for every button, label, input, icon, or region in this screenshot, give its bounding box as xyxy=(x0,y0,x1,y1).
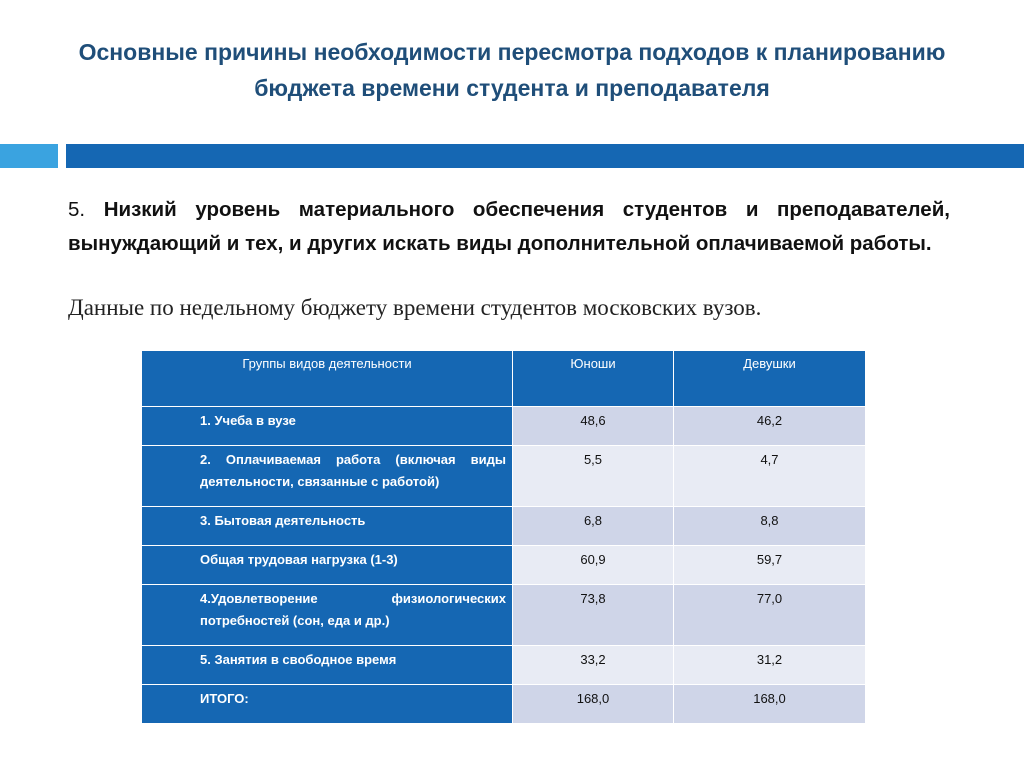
table-header-row xyxy=(142,351,866,407)
row-label: 5. Занятия в свободное время xyxy=(142,646,513,685)
table-row xyxy=(142,546,866,585)
table-row xyxy=(142,585,866,646)
value-boys: 48,6 xyxy=(513,407,674,446)
accent-bar-left xyxy=(0,144,58,168)
point-5 xyxy=(68,193,950,261)
value-boys: 60,9 xyxy=(513,546,674,585)
table-row xyxy=(142,685,866,724)
point-text: Низкий уровень материального обеспечения студентов и преподавателей, вынуждающий и тех, и других искать виды дополнительной оплачиваемой работы. xyxy=(68,198,950,255)
row-label: 1. Учеба в вузе xyxy=(142,407,513,446)
value-girls: 59,7 xyxy=(674,546,866,585)
row-label: 2. Оплачиваемая работа (включая виды деятельности, связанные с работой) xyxy=(142,446,513,507)
value-girls: 77,0 xyxy=(674,585,866,646)
row-label: ИТОГО: xyxy=(142,685,513,724)
table-row xyxy=(142,507,866,546)
value-boys: 5,5 xyxy=(513,446,674,507)
table-caption: Данные по недельному бюджету времени студентов московских вузов. xyxy=(68,295,762,320)
row-label: 3. Бытовая деятельность xyxy=(142,507,513,546)
value-girls: 168,0 xyxy=(674,685,866,724)
header-girls: Девушки xyxy=(674,351,866,407)
accent-bar-main xyxy=(66,144,1024,168)
value-girls: 8,8 xyxy=(674,507,866,546)
value-boys: 33,2 xyxy=(513,646,674,685)
value-boys: 6,8 xyxy=(513,507,674,546)
value-girls: 31,2 xyxy=(674,646,866,685)
table-row xyxy=(142,646,866,685)
value-girls: 4,7 xyxy=(674,446,866,507)
row-label: Общая трудовая нагрузка (1-3) xyxy=(142,546,513,585)
value-boys: 73,8 xyxy=(513,585,674,646)
table-row xyxy=(142,407,866,446)
point-number: 5. xyxy=(68,198,86,221)
value-boys: 168,0 xyxy=(513,685,674,724)
slide-title: Основные причины необходимости пересмотра подходов к планированию бюджета времени студента и преподавателя xyxy=(78,39,946,101)
table-row xyxy=(142,446,866,507)
row-label: 4.Удовлетворение физиологических потребностей (сон, еда и др.) xyxy=(142,585,513,646)
value-girls: 46,2 xyxy=(674,407,866,446)
time-budget-table xyxy=(141,350,866,724)
header-boys: Юноши xyxy=(513,351,674,407)
header-activity-groups: Группы видов деятельности xyxy=(142,351,513,407)
